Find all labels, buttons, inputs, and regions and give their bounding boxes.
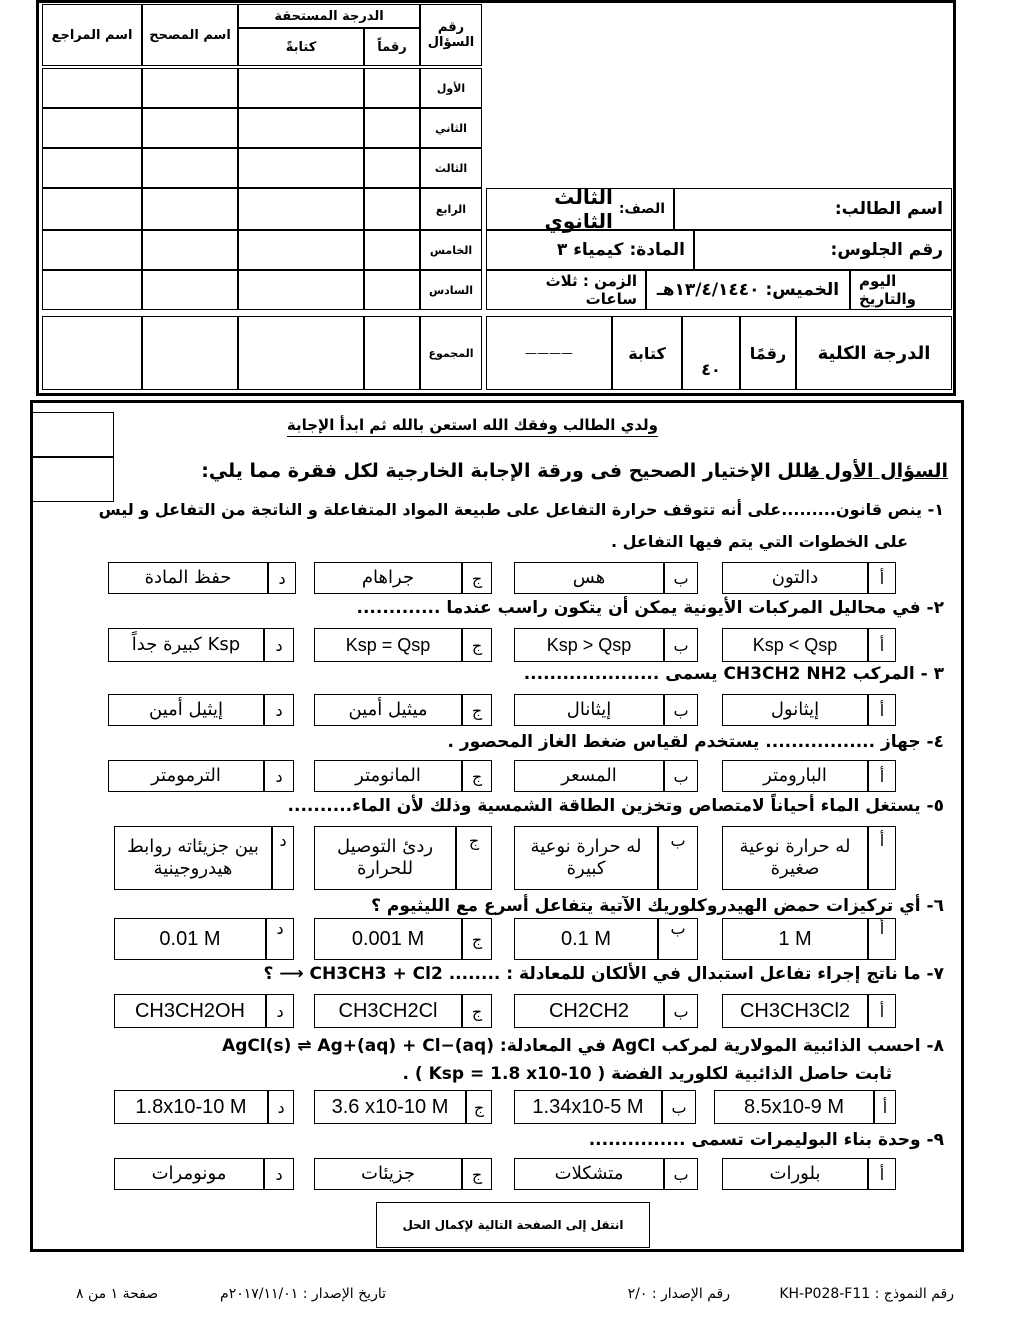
option-letter: د: [264, 694, 294, 726]
grades-total-reviewer[interactable]: [42, 316, 142, 390]
option-d[interactable]: CH3CH2OH: [114, 994, 266, 1028]
question-8-text: ٨- احسب الذائبية المولارية لمركب AgCl في المعادلة: AgCl(s) ⇌ Ag+(aq) + Cl−(aq): [222, 1036, 944, 1056]
date-value: الخميس: ١٣/٤/١٤٤٠هـ: [646, 270, 850, 310]
option-letter: د: [266, 918, 294, 960]
option-letter: د: [268, 562, 296, 594]
footer-page-number: صفحة ١ من ٨: [76, 1286, 159, 1302]
grades-row-digits[interactable]: [364, 270, 420, 310]
option-b[interactable]: 1.34x10-5 M: [514, 1090, 662, 1124]
option-a[interactable]: 1 M: [722, 918, 868, 960]
option-letter: ج: [462, 562, 492, 594]
grades-row-digits[interactable]: [364, 148, 420, 188]
option-letter: ج: [462, 994, 492, 1028]
option-b[interactable]: متشكلات: [514, 1158, 664, 1190]
option-d[interactable]: بين جزيئاته روابط هيدروجينية: [114, 826, 272, 890]
grades-row-label: الثالث: [420, 148, 482, 188]
option-a[interactable]: إيثانول: [722, 694, 868, 726]
greeting: ولدي الطالب وفقك الله استعن بالله ثم ابدأ الإجابة: [287, 416, 658, 437]
option-letter: ج: [466, 1090, 492, 1124]
grades-row-label: الثاني: [420, 108, 482, 148]
option-b[interactable]: 0.1 M: [514, 918, 658, 960]
total-grade-label: الدرجة الكلية: [796, 316, 952, 390]
question-4-text: ٤- جهاز ................. يستخدم لقياس ضغط الغاز المحصور .: [447, 732, 944, 752]
question-8-text-2: ثابت حاصل الذائبية لكلوريد الفضة ( Ksp = 1.8 x10-10 ) .: [402, 1064, 892, 1084]
grades-row-digits[interactable]: [364, 68, 420, 108]
total-grade-digits-label: رقمًا: [740, 316, 796, 390]
option-b[interactable]: CH2CH2: [514, 994, 664, 1028]
total-grade-words-value: ————: [486, 316, 612, 390]
time-field: الزمن : ثلاث ساعات: [486, 270, 646, 310]
option-letter: ب: [664, 1158, 698, 1190]
option-letter: أ: [874, 1090, 896, 1124]
grades-row-words[interactable]: [238, 148, 364, 188]
option-letter: د: [266, 994, 294, 1028]
grades-row-corrector[interactable]: [142, 270, 238, 310]
question-1-text: ١- ينص قانون.........على أنه تتوقف حرارة التفاعل على طبيعة المواد المتفاعلة و الناتجة من التفاعل و ليس: [98, 500, 944, 519]
next-page-note: انتقل إلى الصفحة التالية لإكمال الحل: [376, 1202, 650, 1248]
option-a[interactable]: Ksp < Qsp: [722, 628, 868, 662]
grades-row-reviewer[interactable]: [42, 230, 142, 270]
grades-row-label: الخامس: [420, 230, 482, 270]
total-grade-digits-value: ٤٠: [682, 316, 740, 390]
option-c[interactable]: جزيئات: [314, 1158, 462, 1190]
option-letter: أ: [868, 562, 896, 594]
grades-row-reviewer[interactable]: [42, 108, 142, 148]
option-letter: ب: [664, 628, 698, 662]
option-b[interactable]: المسعر: [514, 760, 664, 792]
date-label: اليوم والتاريخ: [850, 270, 952, 310]
option-d[interactable]: الترمومتر: [108, 760, 264, 792]
option-letter: ب: [662, 1090, 696, 1124]
option-letter: د: [264, 628, 294, 662]
grades-total-label: المجموع: [420, 316, 482, 390]
grades-row-label: الأول: [420, 68, 482, 108]
grades-row-corrector[interactable]: [142, 230, 238, 270]
footer-issue-date: تاريخ الإصدار : ٢٠١٧/١١/٠١م: [220, 1286, 386, 1302]
question-3-text: ٣ - المركب CH3CH2 NH2 يسمى .....................: [523, 664, 944, 684]
option-a[interactable]: له حرارة نوعية صغيرة: [722, 826, 868, 890]
option-b[interactable]: له حرارة نوعية كبيرة: [514, 826, 658, 890]
option-letter: أ: [868, 918, 896, 960]
option-letter: ب: [664, 760, 698, 792]
grades-row-label: السادس: [420, 270, 482, 310]
option-letter: ج: [462, 918, 492, 960]
option-letter: أ: [868, 628, 896, 662]
option-letter: ج: [462, 760, 492, 792]
question-5-text: ٥- يستغل الماء أحياناً لامتصاص وتخزين الطاقة الشمسية وذلك لأن الماء..........: [287, 796, 944, 816]
grades-row-words[interactable]: [238, 230, 364, 270]
option-a[interactable]: دالتون: [722, 562, 868, 594]
option-a[interactable]: CH3CH3Cl2: [722, 994, 868, 1028]
grades-row-words[interactable]: [238, 270, 364, 310]
option-b[interactable]: هس: [514, 562, 664, 594]
grades-row-reviewer[interactable]: [42, 68, 142, 108]
grades-header-reviewer: اسم المراجع: [42, 4, 142, 66]
option-c[interactable]: ردئ التوصيل للحرارة: [314, 826, 456, 890]
subject-field: المادة: كيمياء ٣: [486, 230, 694, 270]
option-a[interactable]: بلورات: [722, 1158, 868, 1190]
option-d[interactable]: مونومرات: [114, 1158, 264, 1190]
footer-form-number: رقم النموذج : KH-P028-F11: [779, 1286, 954, 1302]
option-b[interactable]: إيثانال: [514, 694, 664, 726]
option-d[interactable]: حفظ المادة: [108, 562, 268, 594]
class-field: الصف: الثالث الثانوي: [486, 188, 674, 230]
option-a[interactable]: البارومتر: [722, 760, 868, 792]
option-c[interactable]: 3.6 x10-10 M: [314, 1090, 466, 1124]
grades-row-corrector[interactable]: [142, 188, 238, 230]
option-c[interactable]: CH3CH2Cl: [314, 994, 462, 1028]
grades-header-digits: رقماً: [364, 28, 420, 66]
grades-row-reviewer[interactable]: [42, 270, 142, 310]
option-d[interactable]: Ksp كبيرة جداً: [108, 628, 264, 662]
student-name-field[interactable]: اسم الطالب:: [674, 188, 952, 230]
grades-row-digits[interactable]: [364, 230, 420, 270]
option-letter: ب: [664, 994, 698, 1028]
option-b[interactable]: Ksp > Qsp: [514, 628, 664, 662]
grades-row-digits[interactable]: [364, 108, 420, 148]
option-d[interactable]: 1.8x10-10 M: [114, 1090, 268, 1124]
option-letter: د: [264, 760, 294, 792]
option-letter: أ: [868, 826, 896, 890]
option-letter: أ: [868, 760, 896, 792]
grades-row-words[interactable]: [238, 68, 364, 108]
section-instruction: ظلل الإختيار الصحيح فى ورقة الإجابة الخارجية لكل فقرة مما يلي:: [201, 460, 820, 482]
option-letter: ج: [462, 628, 492, 662]
option-letter: ج: [462, 694, 492, 726]
option-letter: ب: [658, 918, 698, 960]
option-c[interactable]: 0.001 M: [314, 918, 462, 960]
option-c[interactable]: جراهام: [314, 562, 462, 594]
option-letter: د: [268, 1090, 294, 1124]
grades-row-words[interactable]: [238, 188, 364, 230]
option-letter: د: [264, 1158, 294, 1190]
grades-row-label: الرابع: [420, 188, 482, 230]
grades-row-words[interactable]: [238, 108, 364, 148]
question-6-text: ٦- أي تركيزات حمض الهيدروكلوريك الآتية يتفاعل أسرع مع الليثيوم ؟: [371, 896, 944, 916]
grades-header-words: كتابةً: [238, 28, 364, 66]
question-1-text-2: على الخطوات التي يتم فيها التفاعل .: [611, 532, 908, 551]
grades-header-earned: الدرجة المستحقة: [238, 4, 420, 28]
option-letter: ج: [462, 1158, 492, 1190]
option-d[interactable]: 0.01 M: [114, 918, 266, 960]
footer-version: رقم الإصدار : ٢/٠: [627, 1286, 730, 1302]
grades-row-reviewer[interactable]: [42, 148, 142, 188]
option-c[interactable]: المانومتر: [314, 760, 462, 792]
option-a[interactable]: 8.5x10-9 M: [714, 1090, 874, 1124]
question-2-text: ٢- في محاليل المركبات الأيونية يمكن أن يتكون راسب عندما .............: [356, 598, 944, 618]
option-c[interactable]: ميثيل أمين: [314, 694, 462, 726]
grades-row-digits[interactable]: [364, 188, 420, 230]
score-box-divider: [30, 456, 114, 458]
question-7-text: ٧- ما ناتج إجراء تفاعل استبدال في الألكان للمعادلة : ........ CH3CH3 + Cl2 ⟶ ؟: [263, 964, 944, 984]
grades-header-question-no: رقم السؤال: [420, 4, 482, 66]
option-letter: ب: [664, 562, 698, 594]
option-c[interactable]: Ksp = Qsp: [314, 628, 462, 662]
grades-row-corrector[interactable]: [142, 108, 238, 148]
option-letter: د: [272, 826, 294, 890]
grades-row-corrector[interactable]: [142, 68, 238, 108]
total-grade-words-label: كتابة: [612, 316, 682, 390]
option-letter: أ: [868, 994, 896, 1028]
grades-header-corrector: اسم المصحح: [142, 4, 238, 66]
section-title: السؤال الأول :: [810, 460, 948, 482]
option-letter: أ: [868, 694, 896, 726]
seat-number-field[interactable]: رقم الجلوس:: [694, 230, 952, 270]
option-letter: ج: [456, 826, 492, 890]
option-letter: ب: [664, 694, 698, 726]
option-letter: أ: [868, 1158, 896, 1190]
grades-total-digits[interactable]: [364, 316, 420, 390]
option-d[interactable]: إيثيل أمين: [108, 694, 264, 726]
grades-total-words[interactable]: [238, 316, 364, 390]
grades-row-reviewer[interactable]: [42, 188, 142, 230]
option-letter: ب: [658, 826, 698, 890]
grades-row-corrector[interactable]: [142, 148, 238, 188]
question-9-text: ٩- وحدة بناء البوليمرات تسمى ...............: [588, 1130, 944, 1150]
grades-total-corrector[interactable]: [142, 316, 238, 390]
